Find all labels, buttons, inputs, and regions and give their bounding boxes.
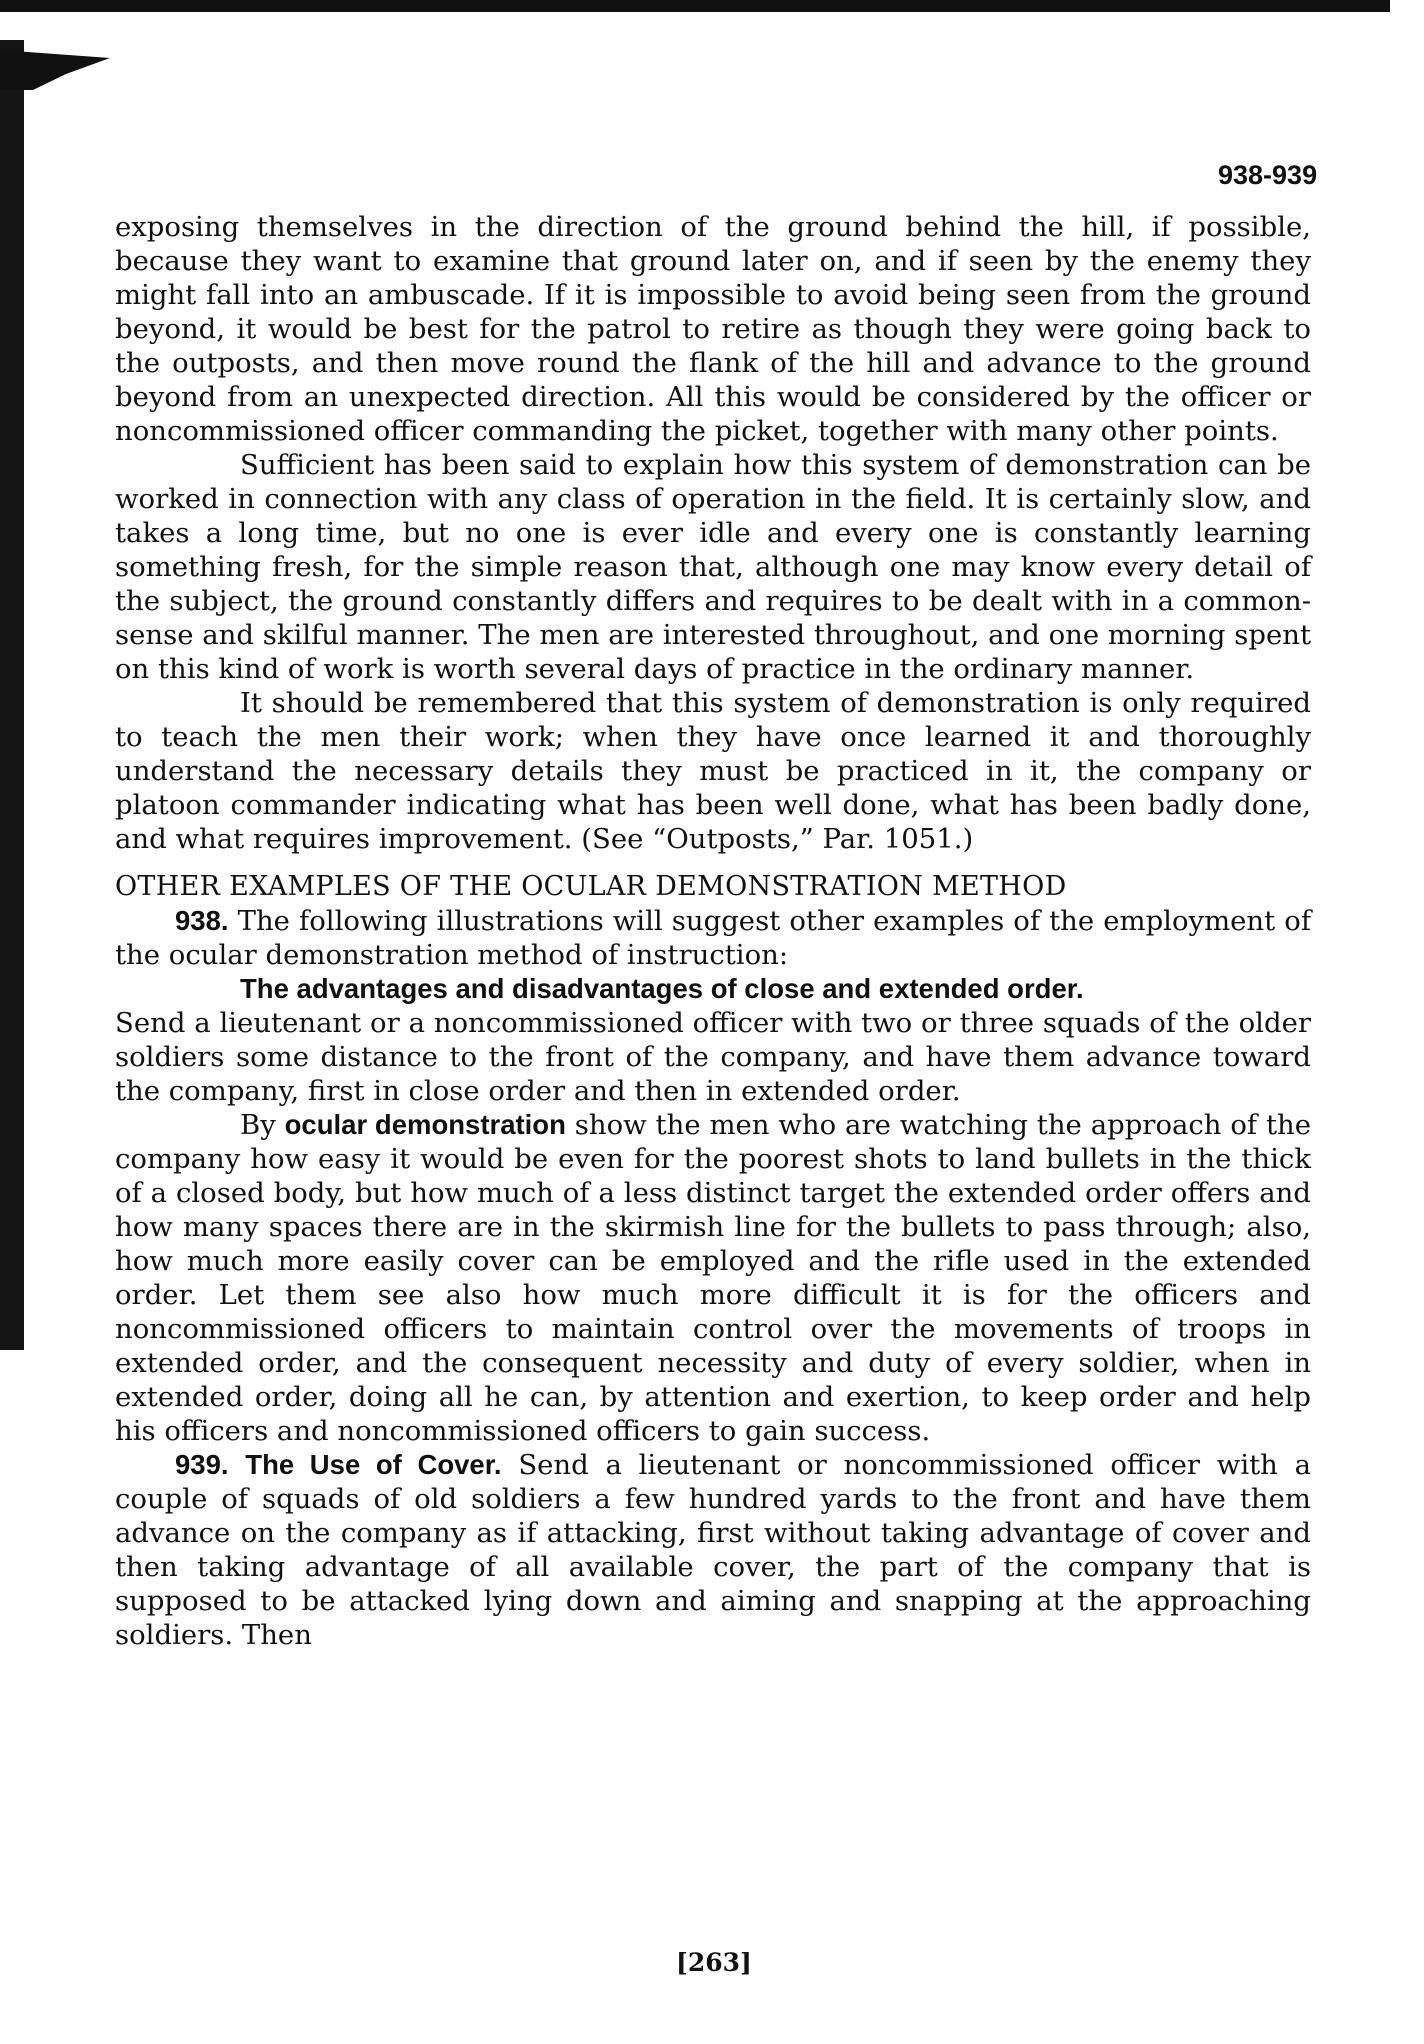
paragraph-number: 938. — [175, 905, 229, 936]
page-range-header: 938-939 — [1218, 160, 1318, 190]
paragraph-text: show the men who are watching the approach of the company how easy it would be even for the poorest shots to land bullets in the thick of a closed body, but how much of a less distinct target the extended order offers and how many spaces there are in the skirmish line for the bullets to pass through; also, how much more easily cover can be employed and the rifle used in the extended order. Let them see also how much more difficult it is for the officers and noncommissioned officers to maintain control over the movements of troops in extended order, and the consequent necessity and duty of every soldier, when in extended order, doing all he can, by attention and exertion, to keep order and help his officers and noncommissioned officers to gain success. — [115, 1109, 1312, 1447]
paragraph-number: 939. — [175, 1449, 229, 1480]
paragraph-close-extended: Send a lieutenant or a noncommissioned officer with two or three squads of the older soldiers some distance to the front of the company, and have them advance toward the company, first in close order and then in extended order. — [115, 1007, 1311, 1107]
paragraph-text: The following illustrations will suggest other examples of the employment of the ocular demonstration method of instruction: — [115, 905, 1311, 971]
paragraph-2: Sufficient has been said to explain how this system of demonstration can be worked in connection with any class of operation in the field. It is certainly slow, and takes a long time, but no one is ever idle and every one is constantly learning something fresh, for the simple reason that, although one may know every detail of the subject, the ground constantly differs and requires to be dealt with in a common-sense and skilful manner. The men are interested throughout, and one morning spent on this kind of work is worth several days of practice in the ordinary manner. — [115, 449, 1311, 685]
paragraph-1: exposing themselves in the direction of the ground behind the hill, if possible, because they want to examine that ground later on, and if seen by the enemy they might fall into an ambuscade. If it is impossible to avoid being seen from the ground beyond, it would be best for the patrol to retire as though they were going back to the outposts, and then move round the flank of the hill and advance to the ground beyond from an unexpected direction. All this would be considered by the officer or noncommissioned officer commanding the picket, together with many other points. — [115, 211, 1311, 447]
paragraph-text-start: By — [240, 1109, 276, 1141]
subheading-text: The advantages and disadvantages of close and extended order. — [240, 973, 1084, 1004]
section-heading: OTHER EXAMPLES OF THE OCULAR DEMONSTRATION METHOD — [115, 871, 1067, 902]
scan-blot — [0, 50, 110, 90]
paragraph-938 — [115, 904, 1311, 972]
paragraph-3: It should be remembered that this system of demonstration is only required to teach the men their work; when they have once learned it and thoroughly understand the necessary details they must be practiced in it, the company or platoon commander indicating what has been well done, what has been badly done, and what requires improvement. (See “Outposts,” Par. 1051.) — [115, 687, 1311, 855]
paragraph-ocular — [115, 1108, 1311, 1448]
bold-term: ocular demonstration — [284, 1109, 566, 1140]
scan-edge-top — [0, 0, 1390, 12]
paragraph-title: The Use of Cover. — [245, 1449, 502, 1480]
paragraph-939 — [115, 1448, 1311, 1652]
subheading-close-extended — [115, 972, 1311, 1006]
scan-edge-left — [0, 40, 24, 1350]
body-text — [115, 210, 1311, 1652]
paragraph-text: Send a lieutenant or noncommissioned officer with a couple of squads of old soldiers a few hundred yards to the front and have them advance on the company as if attacking, first without taking advantage of cover and then taking advantage of all available cover, the part of the company that is supposed to be attacked lying down and aiming and snapping at the approaching soldiers. Then — [115, 1449, 1312, 1651]
footer-page-number: [263] — [676, 1948, 752, 1977]
